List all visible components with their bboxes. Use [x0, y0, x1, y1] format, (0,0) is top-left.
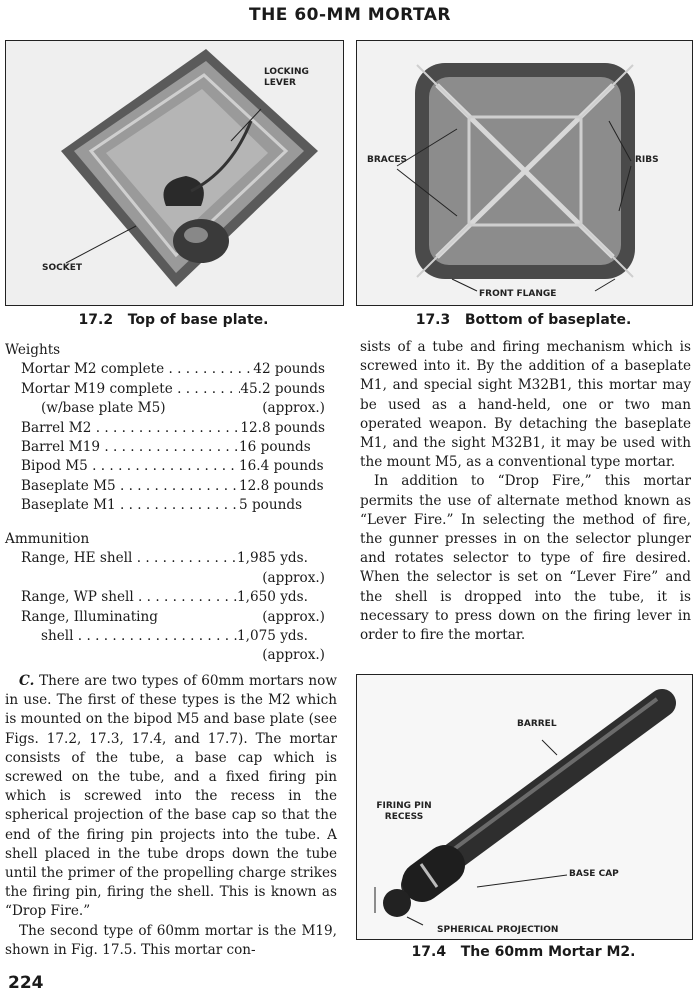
label-socket: SOCKET — [42, 263, 82, 273]
ammo-item: shell . . . — [41, 627, 237, 646]
caption-17-4-text: The 60mm Mortar M2. — [460, 944, 636, 960]
ammo-value: 1,650 yds. — [237, 589, 308, 606]
weight-row — [5, 360, 325, 379]
ammo-item: Range, WP shell . . . — [21, 588, 237, 607]
ammo-row — [5, 549, 325, 568]
weight-row — [5, 438, 325, 457]
paragraph-c-body: There are two types of 60mm mortars now in use. The first of these types is the M2 which is mounted on the bipod M5 and base plate (see Figs. 17.2, 17.3, 17.4, and 17.7). The mortar consists of the tube, a base cap which is screwed on the tube, and a fixed firing pin which is screwed into the recess in the spherical projection of the base cap so that the end of the firing pin projects into the tube. A shell placed in the tube drops down the tube until the primer of the propelling charge strikes the firing pin, firing the shell. This is known as “Drop Fire.” — [5, 673, 337, 920]
ammo-value: 1,985 yds. — [237, 550, 308, 567]
figure-17-3 — [356, 40, 693, 306]
weight-value: 16.4 pounds — [239, 458, 324, 475]
weight-row — [5, 399, 325, 418]
weight-value: 12.8 pounds — [240, 419, 325, 436]
caption-17-4 — [356, 944, 691, 960]
weight-item: (w/base plate M5) — [41, 400, 166, 417]
weight-value: (approx.) — [262, 400, 325, 417]
paragraph-continued: sists of a tube and firing mechanism which is screwed into it. By the addition of a baseplate M1, and special sight M32B1, this mortar may be used as a hand-held, one or two man operated weapon. By detaching the baseplate M1, and the sight M32B1, it may be used with the mount M5, as a conventional type mortar. — [360, 339, 691, 471]
weight-item: Baseplate M1 . . . — [21, 496, 239, 515]
weight-row — [5, 457, 325, 476]
ammo-row — [5, 627, 325, 646]
weight-item: Bipod M5 . . . — [21, 457, 239, 476]
label-spherical-projection: SPHERICAL PROJECTION — [437, 925, 559, 935]
ammo-note: (approx.) — [262, 608, 325, 625]
weight-item: Baseplate M5 . . . — [21, 477, 239, 496]
caption-17-3-text: Bottom of baseplate. — [464, 312, 632, 328]
label-braces: BRACES — [367, 155, 407, 165]
paragraph-m19: The second type of 60mm mortar is the M19, shown in Fig. 17.5. This mortar con- — [5, 922, 337, 958]
weight-row — [5, 496, 325, 515]
baseplate-bottom-photo — [357, 41, 692, 305]
figure-17-2 — [5, 40, 344, 306]
weight-item: Mortar M2 complete . . . — [21, 360, 253, 379]
label-front-flange: FRONT FLANGE — [479, 289, 557, 299]
weight-value: 12.8 pounds — [239, 477, 324, 494]
right-column-text — [360, 338, 691, 645]
weight-row — [5, 419, 325, 438]
ammunition-heading: Ammunition — [5, 531, 90, 547]
ammo-value: 1,075 yds. — [237, 628, 308, 645]
label-barrel: BARREL — [517, 719, 557, 729]
ammo-item: Range, HE shell . . . — [21, 549, 237, 568]
ammo-note: (approx.) — [262, 647, 325, 664]
caption-17-3-number: 17.3 — [415, 312, 451, 328]
caption-17-3 — [356, 312, 691, 328]
weight-row — [5, 380, 325, 399]
running-head: THE 60-MM MORTAR — [248, 5, 452, 25]
ammo-row — [5, 588, 325, 607]
paragraph-lever-fire: In addition to “Drop Fire,” this mortar permits the use of alternate method known as “Lever Fire.” In selecting the method of fire, the gunner presses in on the selector plunger and rotates selector to type of fire desired. When the selector is set on “Lever Fire” and the shell is dropped into the tube, it is necessary to press down on the firing lever in order to fire the mortar. — [360, 473, 691, 644]
weight-item: Barrel M2 . . . — [21, 419, 240, 438]
weight-value: 5 pounds — [239, 497, 303, 514]
paragraph-c-letter: C. — [19, 673, 35, 689]
label-firing-pin-recess: FIRING PIN RECESS — [376, 801, 432, 822]
label-ribs: RIBS — [635, 155, 659, 165]
page-number: 224 — [8, 973, 44, 993]
ammunition-table — [5, 530, 325, 666]
caption-17-2-text: Top of base plate. — [127, 312, 269, 328]
ammo-item: Range, Illuminating — [21, 608, 158, 625]
weight-row — [5, 477, 325, 496]
caption-17-2-number: 17.2 — [78, 312, 114, 328]
paragraph-c — [5, 672, 337, 922]
weight-value: 45.2 pounds — [240, 380, 325, 397]
weights-heading: Weights — [5, 342, 61, 358]
caption-17-2 — [5, 312, 342, 328]
left-column-text — [5, 672, 337, 960]
weight-value: 42 pounds — [253, 361, 325, 378]
weight-value: 16 pounds — [239, 439, 311, 456]
weight-item: Mortar M19 complete . . . — [21, 380, 240, 399]
figure-17-4 — [356, 674, 693, 940]
label-base-cap: BASE CAP — [569, 869, 619, 879]
weights-table — [5, 341, 325, 516]
ammo-row — [5, 608, 325, 627]
caption-17-4-number: 17.4 — [411, 944, 447, 960]
ammo-note: (approx.) — [262, 569, 325, 586]
label-locking-lever: LOCKING LEVER — [264, 67, 309, 88]
weight-item: Barrel M19 . . . — [21, 438, 239, 457]
